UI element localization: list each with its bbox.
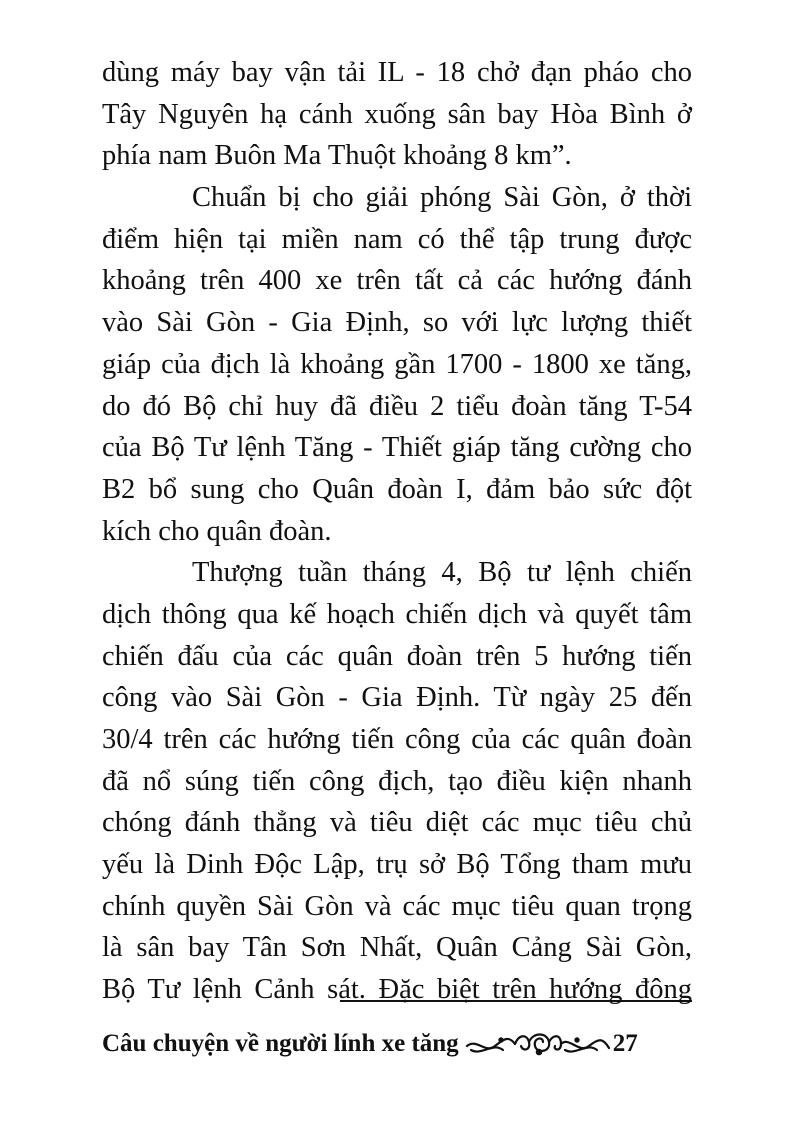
footer-rule [340, 1000, 692, 1002]
paragraph-start-line: Thượng tuần tháng 4, Bộ tư lệnh chiến [192, 557, 692, 589]
text-line: phía nam Buôn Ma Thuột khoảng 8 km”. [102, 140, 572, 172]
page-footer [102, 1024, 694, 1064]
text-line: chính quyền Sài Gòn và các mục tiêu quan trọng [102, 890, 692, 922]
paragraph-start-line: Chuẩn bị cho giải phóng Sài Gòn, ở thời [192, 182, 692, 214]
body-text [102, 52, 692, 1011]
text-line: do đó Bộ chỉ huy đã điều 2 tiểu đoàn tăng T-54 [102, 390, 692, 422]
text-line: dùng máy bay vận tải IL - 18 chở đạn pháo cho [102, 57, 692, 88]
text-line: Bộ Tư lệnh Cảnh sát. Đặc biệt trên hướng đông [102, 974, 692, 1006]
text-line: chóng đánh thẳng và tiêu diệt các mục tiêu chủ [102, 807, 692, 839]
text-line: 30/4 trên các hướng tiến công của các quân đoàn [102, 724, 692, 755]
text-line: vào Sài Gòn - Gia Định, so với lực lượng thiết [102, 307, 692, 339]
running-footer-title: Câu chuyện về người lính xe tăng [102, 1030, 459, 1057]
text-line: B2 bổ sung cho Quân đoàn I, đảm bảo sức đột [102, 473, 692, 505]
text-line: Tây Nguyên hạ cánh xuống sân bay Hòa Bình ở [102, 98, 692, 130]
text-line: khoảng trên 400 xe trên tất cả các hướng đánh [102, 265, 692, 297]
text-line: yếu là Dinh Độc Lập, trụ sở Bộ Tổng tham mưu [102, 849, 692, 881]
text-line: điểm hiện tại miền nam có thể tập trung được [102, 223, 692, 255]
page-number: 27 [612, 1030, 638, 1057]
text-line: của Bộ Tư lệnh Tăng - Thiết giáp tăng cường cho [102, 432, 692, 464]
text-line: kích cho quân đoàn. [102, 515, 332, 547]
text-line: công vào Sài Gòn - Gia Định. Từ ngày 25 đến [102, 682, 692, 714]
text-line: đã nổ súng tiến công địch, tạo điều kiện nhanh [102, 765, 692, 797]
text-line: chiến đấu của các quân đoàn trên 5 hướng tiến [102, 640, 692, 672]
text-line: là sân bay Tân Sơn Nhất, Quân Cảng Sài Gòn, [102, 932, 692, 964]
text-line: giáp của địch là khoảng gần 1700 - 1800 xe tăng, [102, 348, 692, 380]
text-line: dịch thông qua kế hoạch chiến dịch và quyết tâm [102, 598, 692, 630]
decorative-flourish-icon [463, 1028, 613, 1060]
